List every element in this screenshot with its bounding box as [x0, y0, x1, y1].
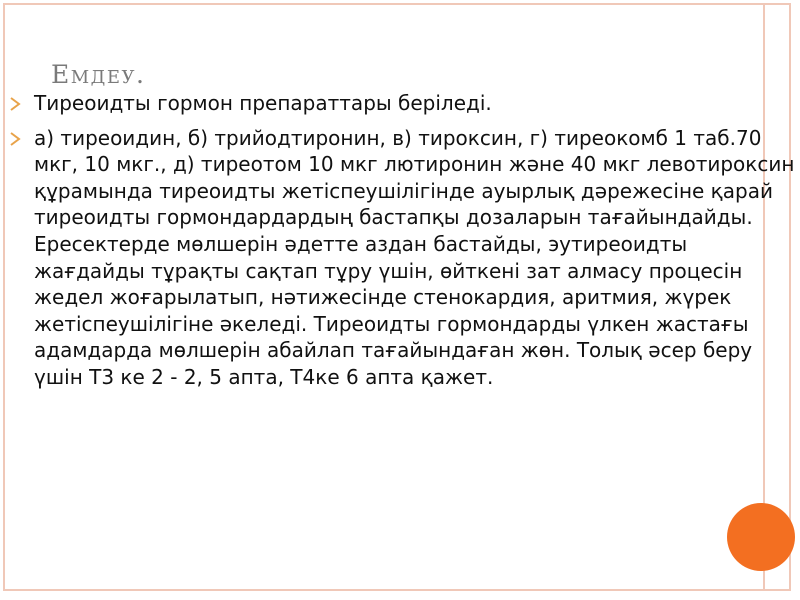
bullet-item-1	[9, 90, 799, 117]
bullet-text: Тиреоидты гормон препараттары беріледі.	[34, 91, 492, 115]
slide-title: Емдеу.	[51, 60, 146, 89]
bullet-item-2	[9, 125, 799, 391]
slide-content	[9, 90, 799, 399]
bullet-arrow-icon	[9, 97, 21, 111]
bullet-arrow-icon	[9, 132, 21, 146]
decorative-orange-circle	[727, 503, 795, 571]
bullet-text: а) тиреоидин, б) трийодтиронин, в) тироксин, г) тиреокомб 1 таб.70 мкг, 10 мкг., д) тиреотом 10 мкг лютиронин және 40 мкг левотироксин құрамында тиреоидты жетіспеушілігінде ауырлық дәрежесіне қарай тиреоидты гормондардардың бастапқы дозаларын тағайындайды. Ересектерде мөлшерін әдетте аздан бастайды, эутиреоидты жағдайды тұрақты сақтап тұру үшін, өйткені зат алмасу процесін жедел жоғарылатып, нәтижесінде стенокардия, аритмия, жүрек жетіспеушілігіне әкеледі. Тиреоидты гормондарды үлкен жастағы адамдарда мөлшерін абайлап тағайындаған жөн. Толық әсер беру үшін Т3 ке 2 - 2, 5 апта, Т4ке 6 апта қажет.	[34, 125, 795, 389]
